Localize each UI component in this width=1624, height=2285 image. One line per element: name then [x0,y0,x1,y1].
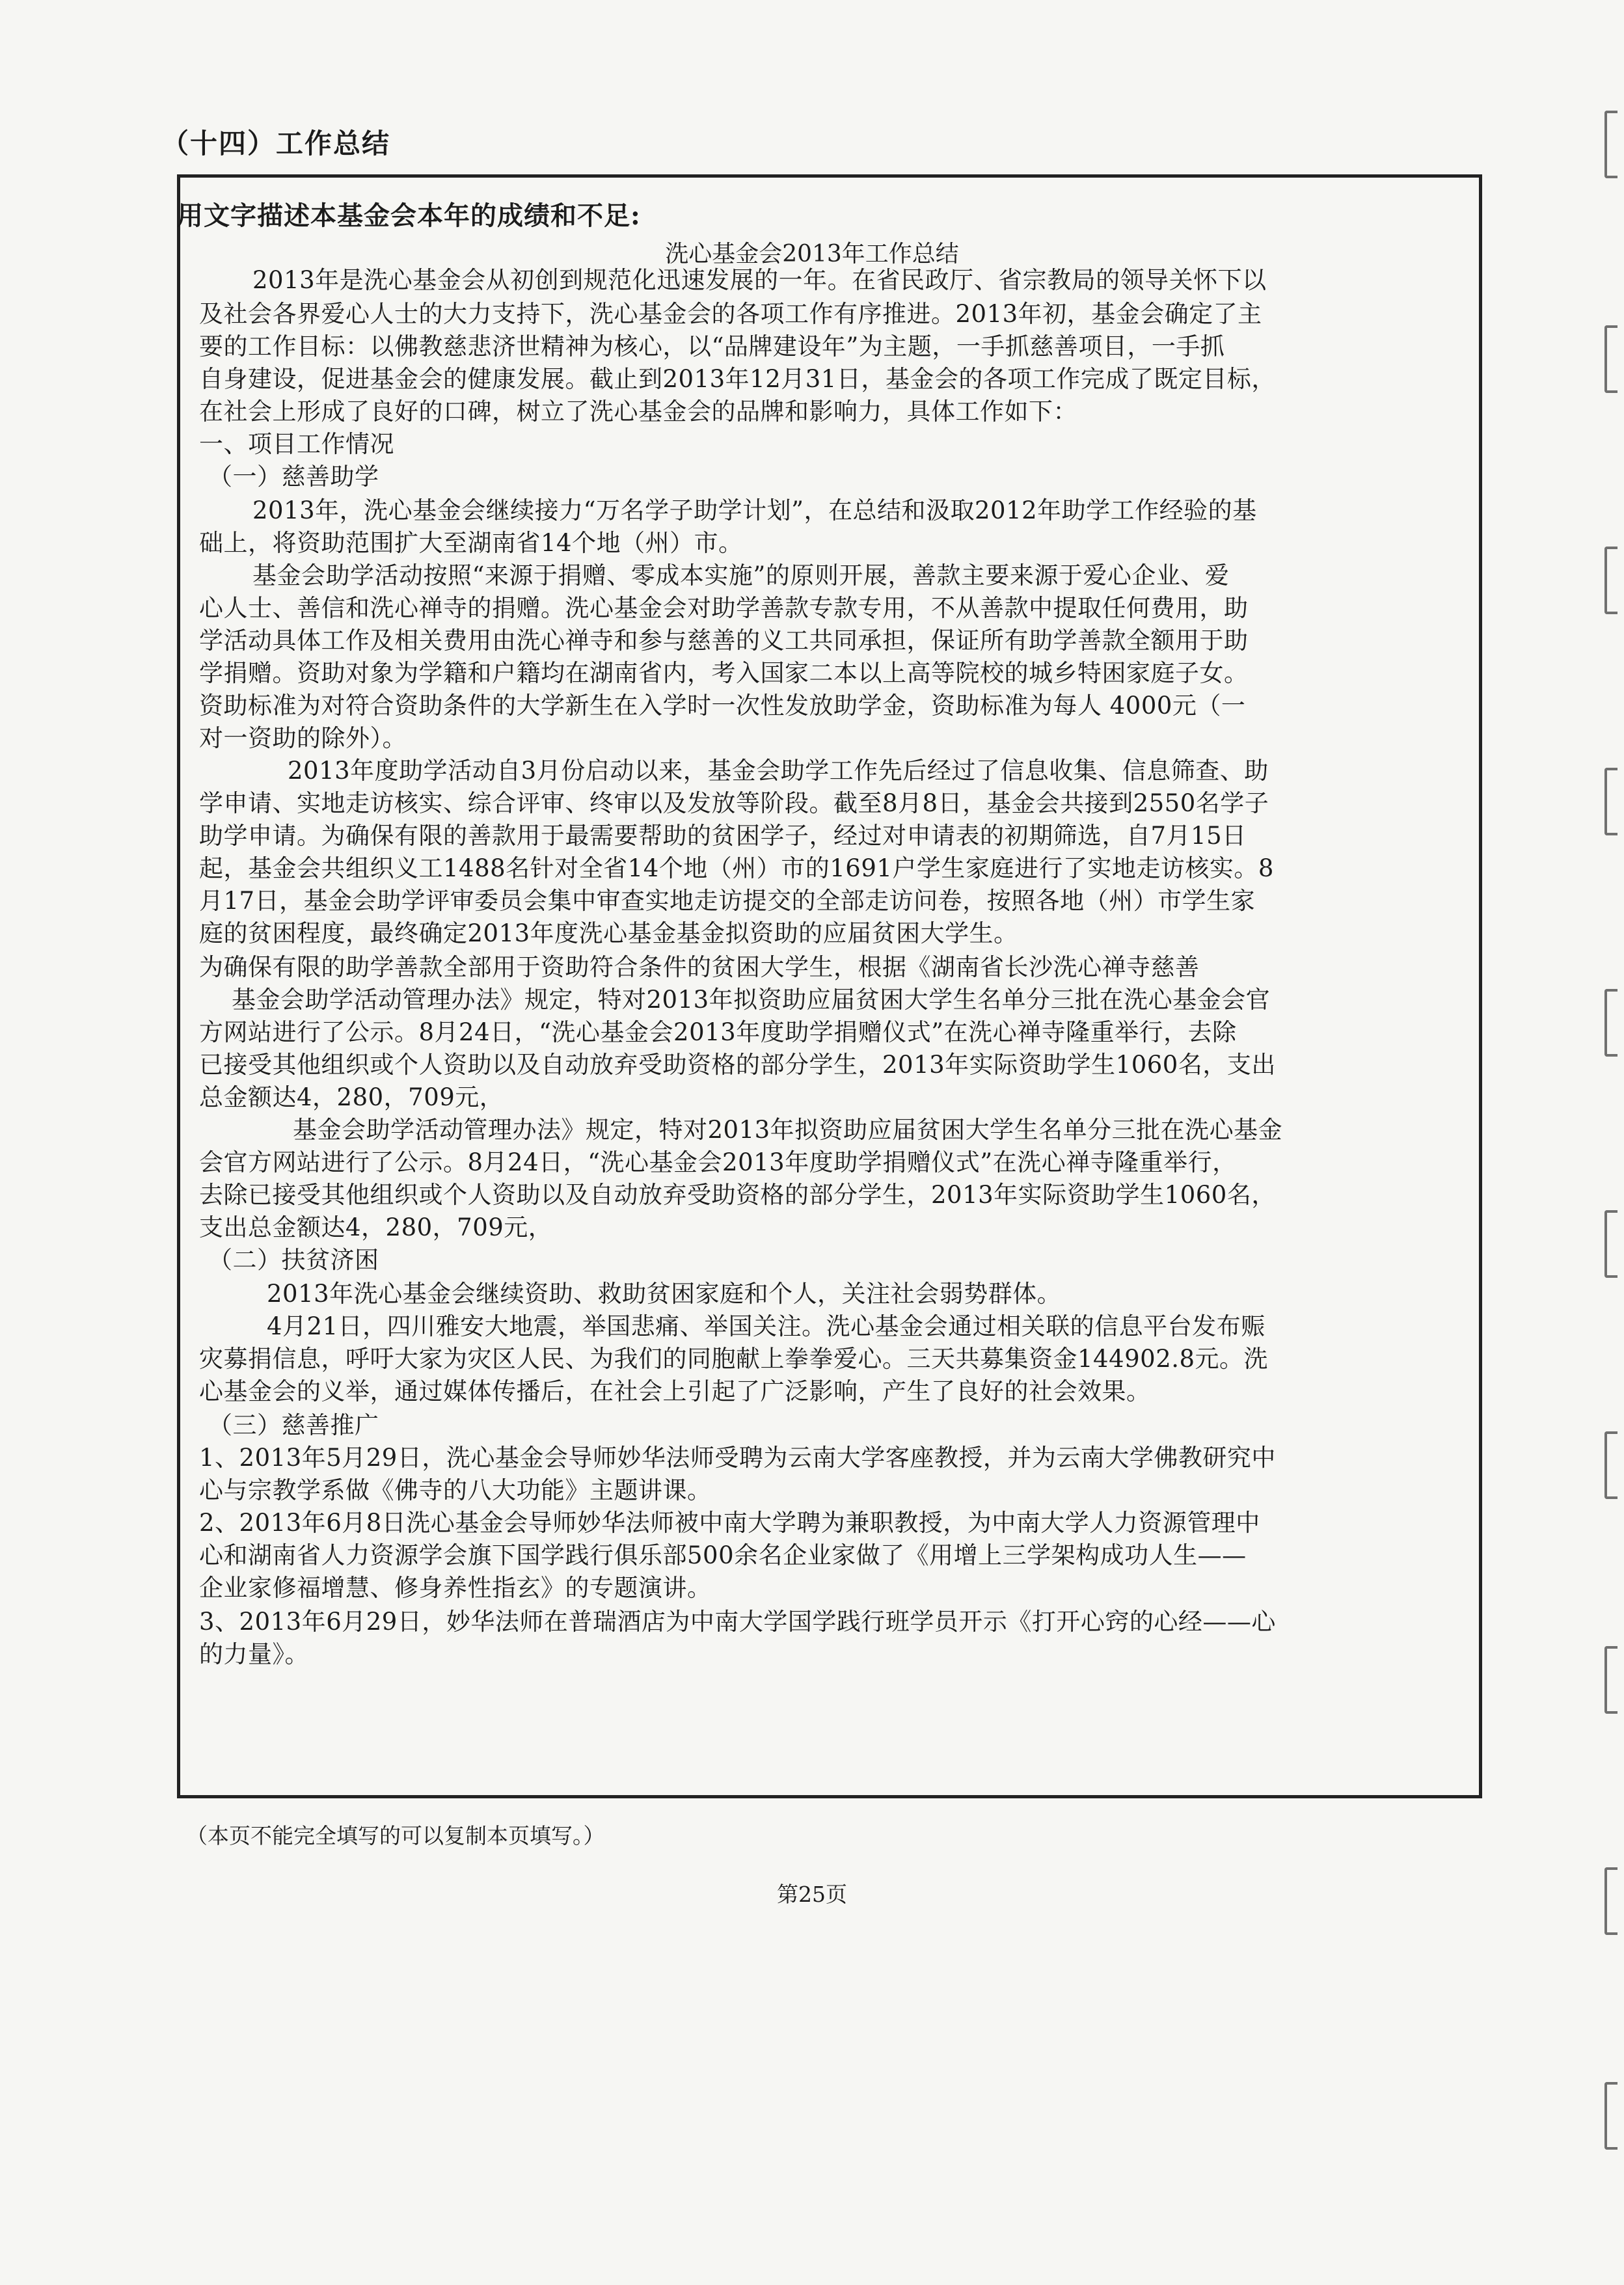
footnote: （本页不能完全填写的可以复制本页填写。） [186,1823,605,1848]
body-line-19: 起，基金会共组织义工1488名针对全省14个地（州）市的1691户学生家庭进行了实地走访核实。8 [199,854,1274,882]
body-line-16: 2013年度助学活动自3月份启动以来，基金会助学工作先后经过了信息收集、信息筛查、助 [288,757,1269,785]
body-line-25: 已接受其他组织或个人资助以及自动放弃受助资格的部分学生，2013年实际资助学生1060名，支出 [199,1051,1276,1079]
body-line-42: 3、2013年6月29日，妙华法师在普瑞酒店为中南大学国学践行班学员开示《打开心窍的心经——心 [199,1608,1276,1636]
body-line-34: 灾募捐信息，呼吁大家为灾区人民、为我们的同胞献上拳拳爱心。三天共募集资金144902.8元。洗 [199,1345,1269,1373]
binding-mark [1604,325,1617,393]
body-line-15: 对一资助的除外）。 [199,724,407,752]
body-line-10: 基金会助学活动按照“来源于捐赠、零成本实施”的原则开展，善款主要来源于爱心企业、爱 [252,561,1230,589]
body-line-12: 学活动具体工作及相关费用由洗心禅寺和参与慈善的义工共同承担，保证所有助学善款全额用于助 [199,627,1249,655]
body-line-9: 础上，将资助范围扩大至湖南省14个地（州）市。 [199,529,743,557]
body-line-26: 总金额达4，280，709元， [199,1083,504,1111]
binding-mark [1604,547,1617,614]
body-line-40: 心和湖南省人力资源学会旗下国学践行俱乐部500余名企业家做了《用增上三学架构成功人生—— [199,1541,1247,1569]
binding-mark [1604,768,1617,835]
body-line-8: 2013年，洗心基金会继续接力“万名学子助学计划”，在总结和汲取2012年助学工作经验的基 [252,496,1257,524]
body-line-36: （三）慈善推广 [208,1411,379,1439]
box-header: 用文字描述本基金会本年的成绩和不足: [177,200,641,231]
body-line-23: 基金会助学活动管理办法》规定，特对2013年拟资助应届贫困大学生名单分三批在洗心基金会官 [232,986,1271,1014]
body-line-20: 月17日，基金会助学评审委员会集中审查实地走访提交的全部走访问卷，按照各地（州）市学生家 [199,887,1256,915]
body-line-18: 助学申请。为确保有限的善款用于最需要帮助的贫困学子，经过对申请表的初期筛选，自7月15日 [199,822,1247,850]
body-line-43: 的力量》。 [199,1640,309,1668]
body-line-5: 在社会上形成了良好的口碑，树立了洗心基金会的品牌和影响力，具体工作如下： [199,398,1077,426]
body-line-37: 1、2013年5月29日，洗心基金会导师妙华法师受聘为云南大学客座教授，并为云南大学佛教研究中 [199,1444,1276,1472]
binding-mark [1604,989,1617,1057]
binding-mark [1604,1867,1617,1935]
body-line-29: 去除已接受其他组织或个人资助以及自动放弃受助资格的部分学生，2013年实际资助学生1060名， [199,1181,1276,1209]
body-line-24: 方网站进行了公示。8月24日，“洗心基金会2013年度助学捐赠仪式”在洗心禅寺隆重举行，去除 [199,1018,1237,1046]
body-line-38: 心与宗教学系做《佛寺的八大功能》主题讲课。 [199,1476,712,1504]
body-line-31: （二）扶贫济困 [208,1246,379,1274]
binding-mark [1604,1210,1617,1278]
body-line-3: 要的工作目标：以佛教慈悲济世精神为核心，以“品牌建设年”为主题，一手抓慈善项目，一手抓 [199,332,1225,360]
body-line-6: 一、项目工作情况 [199,430,394,458]
binding-mark [1604,111,1617,178]
body-line-21: 庭的贫困程度，最终确定2013年度洗心基金基金拟资助的应届贫困大学生。 [199,919,1018,947]
body-line-17: 学申请、实地走访核实、综合评审、终审以及发放等阶段。截至8月8日，基金会共接到2550名学子 [199,789,1269,817]
body-line-1: 2013年是洗心基金会从初创到规范化迅速发展的一年。在省民政厅、省宗教局的领导关怀下以 [252,266,1267,294]
body-line-28: 会官方网站进行了公示。8月24日，“洗心基金会2013年度助学捐赠仪式”在洗心禅寺隆重举行， [199,1148,1237,1176]
binding-mark [1604,1431,1617,1499]
binding-mark [1604,1646,1617,1714]
body-line-27: 基金会助学活动管理办法》规定，特对2013年拟资助应届贫困大学生名单分三批在洗心基金 [293,1116,1283,1144]
binding-mark [1604,2082,1617,2150]
body-line-7: （一）慈善助学 [208,463,379,491]
body-line-22: 为确保有限的助学善款全部用于资助符合条件的贫困大学生，根据《湖南省长沙洗心禅寺慈善 [199,953,1200,981]
body-line-41: 企业家修福增慧、修身养性指玄》的专题演讲。 [199,1574,712,1602]
body-line-39: 2、2013年6月8日洗心基金会导师妙华法师被中南大学聘为兼职教授，为中南大学人力资源管理中 [199,1509,1260,1537]
page-number: 第25页 [777,1882,847,1907]
body-line-4: 自身建设，促进基金会的健康发展。截止到2013年12月31日，基金会的各项工作完成了既定目标， [199,365,1276,393]
body-line-35: 心基金会的义举，通过媒体传播后，在社会上引起了广泛影响，产生了良好的社会效果。 [199,1377,1151,1405]
body-line-33: 4月21日，四川雅安大地震，举国悲痛、举国关注。洗心基金会通过相关联的信息平台发布赈 [267,1312,1265,1340]
body-line-14: 资助标准为对符合资助条件的大学新生在入学时一次性发放助学金，资助标准为每人 4000元（一 [199,692,1246,720]
section-heading: （十四）工作总结 [161,128,391,159]
body-line-32: 2013年洗心基金会继续资助、救助贫困家庭和个人，关注社会弱势群体。 [267,1280,1062,1308]
document-title: 洗心基金会2013年工作总结 [665,241,959,267]
body-line-2: 及社会各界爱心人士的大力支持下，洗心基金会的各项工作有序推进。2013年初，基金会确定了主 [199,300,1262,328]
body-line-13: 学捐赠。资助对象为学籍和户籍均在湖南省内，考入国家二本以上高等院校的城乡特困家庭子女。 [199,659,1249,687]
body-line-11: 心人士、善信和洗心禅寺的捐赠。洗心基金会对助学善款专款专用，不从善款中提取任何费用，助 [199,594,1249,622]
body-line-30: 支出总金额达4，280，709元， [199,1213,553,1241]
